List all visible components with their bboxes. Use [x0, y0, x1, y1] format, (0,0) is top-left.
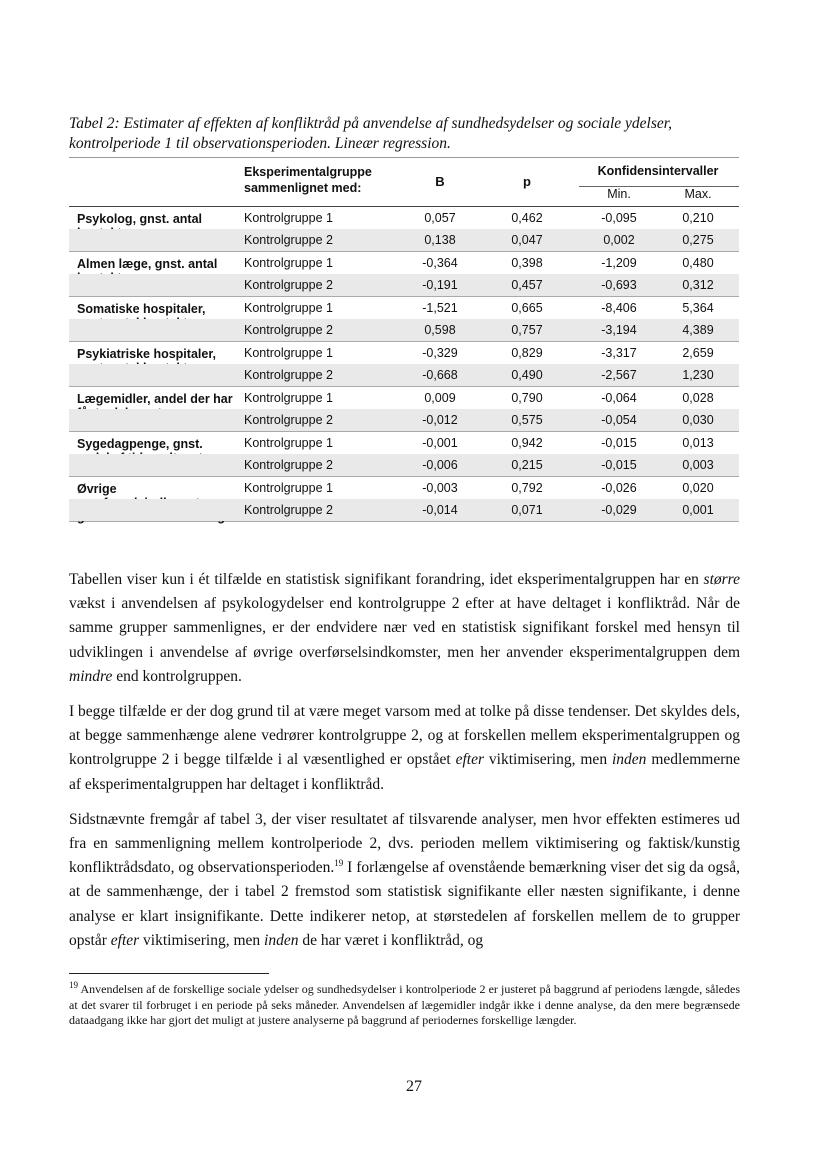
- cell-max: 2,659: [682, 346, 714, 360]
- text-run: viktimisering, men: [139, 931, 265, 949]
- cell-min: -0,029: [601, 503, 637, 517]
- cell-min: -3,317: [601, 346, 637, 360]
- table-row: [69, 207, 739, 229]
- group-label: Øvrige: [77, 482, 117, 496]
- cell-b: -0,329: [422, 346, 458, 360]
- paragraph-2: [69, 700, 740, 797]
- cell-max: 0,020: [682, 481, 714, 495]
- cell-p: 0,790: [511, 391, 543, 405]
- cell-k: Kontrolgruppe 2: [244, 368, 333, 382]
- cell-k: Kontrolgruppe 1: [244, 346, 333, 360]
- cell-min: -2,567: [601, 368, 637, 382]
- cell-min: -0,693: [601, 278, 637, 292]
- cell-k: Kontrolgruppe 2: [244, 323, 333, 337]
- table-row: [69, 477, 739, 499]
- table-caption: Tabel 2: Estimater af effekten af konfliktråd på anvendelse af sundhedsydelser og sociale ydelser, kontrolperiode 1 til observationsperioden. Lineær regression.: [69, 115, 672, 152]
- table-group: [69, 432, 739, 477]
- cell-k: Kontrolgruppe 2: [244, 413, 333, 427]
- cell-k: Kontrolgruppe 1: [244, 436, 333, 450]
- page-number: 27: [406, 1078, 422, 1095]
- table-row: [69, 229, 739, 251]
- group-label: Sygedagpenge, gnst.: [77, 437, 203, 451]
- cell-b: -0,014: [422, 503, 458, 517]
- table-group: [69, 477, 739, 522]
- cell-b: -0,001: [422, 436, 458, 450]
- cell-max: 0,210: [682, 211, 714, 225]
- emphasis: større: [703, 571, 740, 588]
- footnote-text: Anvendelsen af de forskellige sociale ydelser og sundhedsydelser i kontrolperiode 2 er justeret på baggrund af periodens længde, således at det svarer til forbruget i en periode på seks måneder. Anvendelsen af lægemidler indgår ikke i denne analyse, da den mere begrænsede dataadgang ikke har gjort det muligt at justere analyserne på baggrund af periodernes forskellige længder.: [69, 982, 740, 1027]
- emphasis: efter: [455, 751, 485, 769]
- table-row: [69, 364, 739, 386]
- table-row: [69, 319, 739, 341]
- footnote-number: 19: [69, 980, 78, 990]
- paragraph-3: [69, 808, 740, 953]
- cell-p: 0,829: [511, 346, 543, 360]
- text-run: de har været i konfliktråd, og: [298, 931, 484, 949]
- cell-p: 0,792: [511, 481, 543, 495]
- table-group: [69, 342, 739, 387]
- cell-b: 0,138: [424, 233, 456, 247]
- text-run: Tabellen viser kun i ét tilfælde en statistisk signifikant forandring, idet eksperimentalgruppen har en: [69, 571, 704, 588]
- table-row: [69, 432, 739, 454]
- group-label: Psykolog, gnst. antal: [77, 212, 203, 226]
- text-run: Sidstnævnte fremgår af tabel 3, der viser resultatet af tilsvarende analyser, men hvor effekten estimeres ud fra en sammenligning mellem kontrolperiode 2, dvs. perioden mellem viktimisering og faktisk/kunstig konfliktrådsdato, og observationsperioden.: [69, 810, 740, 877]
- regression-table: [69, 157, 739, 522]
- group-label: Psykiatriske hospitaler,: [77, 347, 216, 361]
- cell-p: 0,462: [511, 211, 543, 225]
- cell-min: -1,209: [601, 256, 637, 270]
- cell-b: -0,191: [422, 278, 458, 292]
- group-label: Lægemidler, andel der har: [77, 392, 233, 406]
- cell-p: 0,757: [511, 323, 543, 337]
- emphasis: inden: [264, 931, 299, 949]
- body-text: [69, 568, 740, 964]
- table-row: [69, 297, 739, 319]
- cell-p: 0,398: [511, 256, 543, 270]
- cell-b: -0,364: [422, 256, 458, 270]
- header-confidence-intervals: Konfidensintervaller: [597, 164, 719, 178]
- cell-min: -0,015: [601, 458, 637, 472]
- cell-p: 0,665: [511, 301, 543, 315]
- cell-b: -1,521: [422, 301, 458, 315]
- group-label: Somatiske hospitaler,: [77, 302, 206, 316]
- footnote-ref: 19: [334, 858, 344, 869]
- cell-p: 0,490: [511, 368, 543, 382]
- table-group: [69, 207, 739, 252]
- cell-min: -0,054: [601, 413, 637, 427]
- cell-k: Kontrolgruppe 2: [244, 278, 333, 292]
- cell-b: -0,006: [422, 458, 458, 472]
- cell-min: -0,015: [601, 436, 637, 450]
- cell-min: -8,406: [601, 301, 637, 315]
- cell-p: 0,942: [511, 436, 543, 450]
- cell-p: 0,575: [511, 413, 543, 427]
- text-run: medlemmerne af eksperimentalgruppen har deltaget i konfliktråd.: [69, 751, 740, 793]
- header-max: Max.: [657, 186, 739, 201]
- text-run: viktimisering, men: [484, 751, 612, 769]
- header-min: Min.: [579, 186, 659, 201]
- table-row: [69, 409, 739, 431]
- cell-max: 0,003: [682, 458, 714, 472]
- header-comparison: Eksperimentalgruppe sammenlignet med:: [244, 165, 372, 195]
- cell-k: Kontrolgruppe 2: [244, 458, 333, 472]
- table-group: [69, 387, 739, 432]
- cell-max: 0,312: [682, 278, 714, 292]
- cell-p: 0,457: [511, 278, 543, 292]
- emphasis: efter: [110, 931, 140, 949]
- text-run: end kontrolgruppen.: [112, 667, 242, 685]
- cell-max: 4,389: [682, 323, 714, 337]
- table-row: [69, 387, 739, 409]
- cell-min: -0,026: [601, 481, 637, 495]
- header-p: p: [523, 174, 531, 189]
- header-b: B: [435, 174, 445, 189]
- cell-k: Kontrolgruppe 1: [244, 211, 333, 225]
- footnote-rule: [69, 973, 269, 974]
- cell-k: Kontrolgruppe 1: [244, 391, 333, 405]
- group-label: Almen læge, gnst. antal: [77, 257, 218, 271]
- cell-p: 0,071: [511, 503, 543, 517]
- cell-p: 0,215: [511, 458, 543, 472]
- cell-max: 0,275: [682, 233, 714, 247]
- cell-max: 0,028: [682, 391, 714, 405]
- cell-b: 0,009: [424, 391, 456, 405]
- paragraph-1: [69, 568, 740, 689]
- cell-max: 1,230: [682, 368, 714, 382]
- cell-k: Kontrolgruppe 1: [244, 481, 333, 495]
- cell-min: -0,095: [601, 211, 637, 225]
- cell-k: Kontrolgruppe 1: [244, 256, 333, 270]
- emphasis: inden: [611, 751, 647, 769]
- table-body: [69, 207, 739, 522]
- emphasis: mindre: [69, 667, 113, 685]
- table-row: [69, 274, 739, 296]
- cell-max: 5,364: [682, 301, 714, 315]
- table-row: [69, 252, 739, 274]
- cell-k: Kontrolgruppe 2: [244, 233, 333, 247]
- cell-b: -0,012: [422, 413, 458, 427]
- cell-k: Kontrolgruppe 1: [244, 301, 333, 315]
- table-row: [69, 342, 739, 364]
- cell-b: -0,003: [422, 481, 458, 495]
- table-group: [69, 252, 739, 297]
- cell-b: 0,057: [424, 211, 456, 225]
- cell-b: -0,668: [422, 368, 458, 382]
- cell-min: -3,194: [601, 323, 637, 337]
- cell-p: 0,047: [511, 233, 543, 247]
- cell-min: 0,002: [603, 233, 635, 247]
- table-group: [69, 297, 739, 342]
- cell-b: 0,598: [424, 323, 456, 337]
- table-header: [69, 157, 739, 207]
- table-row: [69, 499, 739, 521]
- text-run: I forlængelse af ovenstående bemærkning viser det sig da også, at de sammenhænge, der i tabel 2 fremstod som statistisk signifikante eller næsten signifikante, i denne analyse er klart insignifikante. Dette indikerer netop, at størstedelen af forskellen mellem de to grupper opstår: [69, 859, 740, 949]
- cell-min: -0,064: [601, 391, 637, 405]
- cell-max: 0,001: [682, 503, 714, 517]
- cell-k: Kontrolgruppe 2: [244, 503, 333, 517]
- table-row: [69, 454, 739, 476]
- cell-max: 0,013: [682, 436, 714, 450]
- text-run: vækst i anvendelsen af psykologydelser end kontrolgruppe 2 efter at have deltaget i konfliktråd. Når de samme grupper sammenlignes, er der endvidere nær ved en statistisk signifikant forskel med hensyn til udviklingen i anvendelse af øvrige overførselsindkomster, men her anvender eksperimentalgruppen dem: [69, 595, 740, 661]
- text-run: I begge tilfælde er der dog grund til at være meget varsom med at tolke på disse tendenser. Det skyldes dels, at begge sammenhænge alene vedrører kontrolgruppe 2, og at forskellen mellem eksperimentalgruppen og kontrolgruppe 2 i begge tilfælde i al væsentlighed er opstået: [69, 703, 740, 769]
- cell-max: 0,030: [682, 413, 714, 427]
- footnote: [69, 982, 740, 1029]
- cell-max: 0,480: [682, 256, 714, 270]
